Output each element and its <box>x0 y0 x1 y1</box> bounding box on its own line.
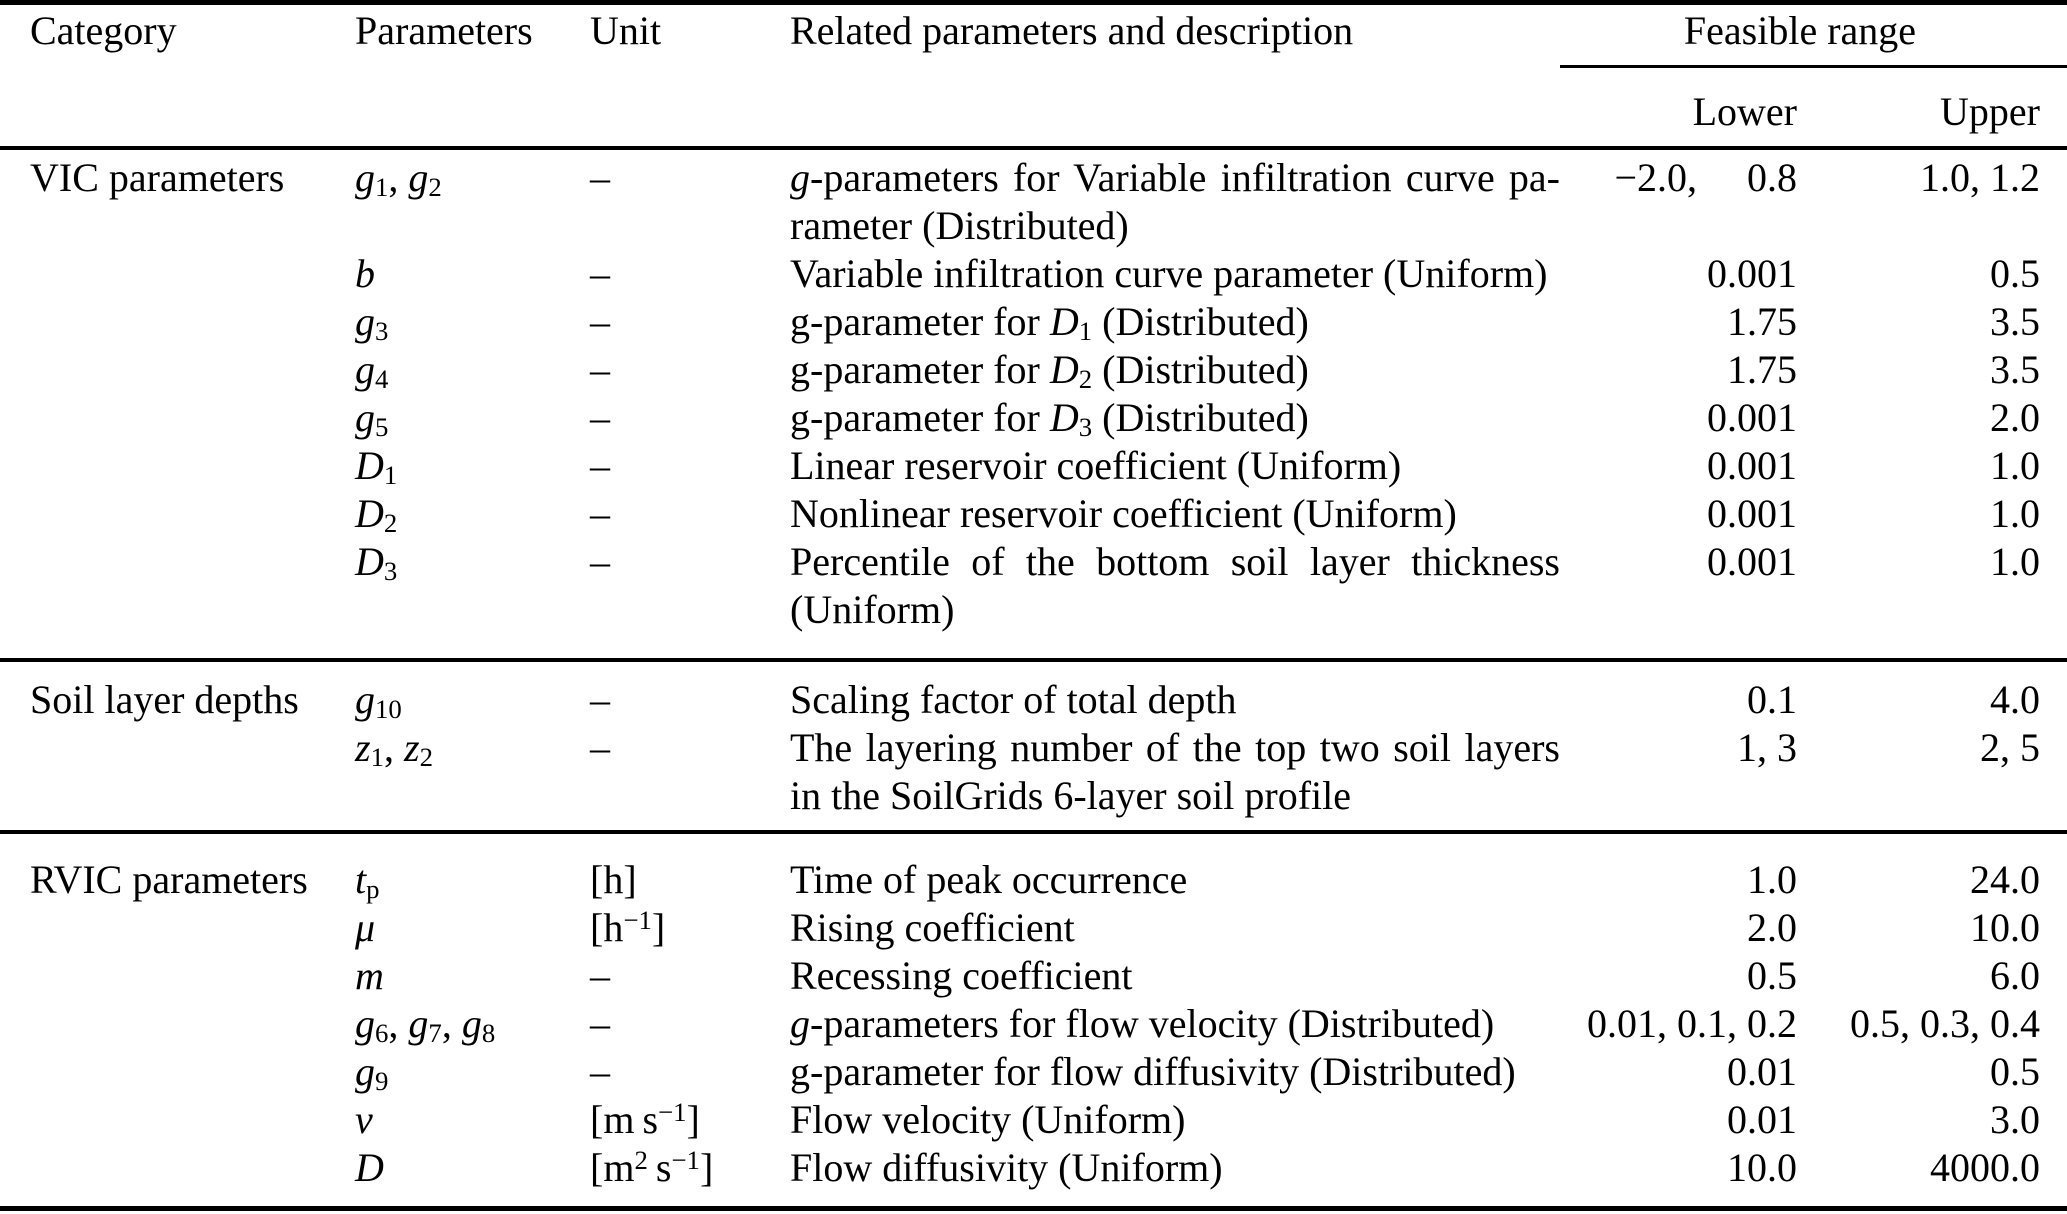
unit-cell: [m $s^{-1}$] <box>590 1097 700 1142</box>
upper-value-cell: 3.5 <box>1990 299 2040 344</box>
table-row <box>0 346 2067 394</box>
table-header <box>0 5 2067 150</box>
header-row-1 <box>0 5 2067 68</box>
header-upper: Upper <box>1940 89 2040 134</box>
table-body <box>0 150 2067 1206</box>
upper-value-cell: 4000.0 <box>1930 1145 2040 1190</box>
table-row <box>0 442 2067 490</box>
parameter-cell: $g_3$ <box>355 299 389 346</box>
parameter-cell: $g_{10}$ <box>355 677 402 724</box>
category-cell <box>0 394 355 442</box>
description-cell: Rising coefficient <box>790 905 1075 950</box>
description-cell: Percentile of the bottom soil layer thickness (Uniform) <box>790 539 1560 632</box>
parameter-cell: $t_p$ <box>355 857 380 904</box>
description-cell: Flow velocity (Uniform) <box>790 1097 1186 1142</box>
parameter-cell: $g_5$ <box>355 395 389 442</box>
header-spacer <box>590 88 790 146</box>
parameter-cell: $D_3$ <box>355 539 398 586</box>
lower-value-cell: 10.0 <box>1727 1145 1797 1190</box>
unit-cell: – <box>590 491 610 536</box>
table-section <box>0 150 2067 662</box>
lower-value-cell: 0.01, 0.1, 0.2 <box>1587 1001 1797 1046</box>
unit-cell: [$m^2$ $s^{-1}$] <box>590 1145 714 1190</box>
parameter-cell: $g_6$, $g_7$, $g_8$ <box>355 1001 496 1048</box>
category-cell <box>0 1144 355 1192</box>
header-parameters: Parameters <box>355 8 533 53</box>
header-spacer <box>0 88 355 146</box>
parameter-cell: $g_9$ <box>355 1049 389 1096</box>
unit-cell: $[h^{-1}]$ <box>590 905 666 950</box>
lower-value-cell: 1.75 <box>1727 299 1797 344</box>
description-cell: g-parameters for Variable infiltration curve parameter (Distributed) <box>790 155 1560 248</box>
category-cell <box>0 346 355 394</box>
unit-cell: – <box>590 155 610 200</box>
category-cell <box>0 538 355 634</box>
category-cell <box>0 952 355 1000</box>
table-row <box>0 1144 2067 1192</box>
parameter-cell: μ <box>355 905 376 950</box>
unit-cell: – <box>590 953 610 998</box>
table-row <box>0 856 2067 904</box>
description-cell: The layering number of the top two soil layers in the SoilGrids 6-layer soil profile <box>790 725 1560 818</box>
lower-value-cell: 1.75 <box>1727 347 1797 392</box>
description-cell: g-parameter for $D_1$ (Distributed) <box>790 299 1309 346</box>
unit-cell: – <box>590 347 610 392</box>
description-cell: g-parameter for flow diffusivity (Distributed) <box>790 1049 1516 1094</box>
description-cell: g-parameter for $D_2$ (Distributed) <box>790 347 1309 394</box>
upper-value-cell: 6.0 <box>1990 953 2040 998</box>
table-row <box>0 904 2067 952</box>
header-category: Category <box>30 8 177 53</box>
lower-value-cell: 0.001 <box>1707 251 1797 296</box>
category-cell: Soil layer depths <box>30 677 299 722</box>
upper-value-cell: 3.5 <box>1990 347 2040 392</box>
description-cell: Nonlinear reservoir coefficient (Uniform) <box>790 491 1457 536</box>
lower-value-cell: −2.0, 0.8 <box>1614 155 1797 200</box>
table-section <box>0 662 2067 834</box>
upper-value-cell: 1.0 <box>1990 539 2040 584</box>
table-row <box>0 952 2067 1000</box>
upper-value-cell: 10.0 <box>1970 905 2040 950</box>
category-cell <box>0 442 355 490</box>
header-spacer <box>355 88 590 146</box>
upper-value-cell: 24.0 <box>1970 857 2040 902</box>
table-row <box>0 1096 2067 1144</box>
table-row <box>0 724 2067 820</box>
upper-value-cell: 2, 5 <box>1980 725 2040 770</box>
description-cell: Variable infiltration curve parameter (Uniform) <box>790 251 1548 296</box>
category-cell <box>0 1096 355 1144</box>
unit-cell: – <box>590 539 610 584</box>
category-cell <box>0 724 355 820</box>
upper-value-cell: 0.5, 0.3, 0.4 <box>1850 1001 2040 1046</box>
table-row <box>0 676 2067 724</box>
parameter-cell: $D_1$ <box>355 443 398 490</box>
upper-value-cell: 1.0 <box>1990 443 2040 488</box>
unit-cell: – <box>590 395 610 440</box>
upper-value-cell: 0.5 <box>1990 251 2040 296</box>
parameter-cell: v <box>355 1097 373 1142</box>
table-row <box>0 154 2067 250</box>
table-bottom-rule <box>0 1206 2067 1211</box>
table-row <box>0 538 2067 634</box>
lower-value-cell: 2.0 <box>1747 905 1797 950</box>
unit-cell: – <box>590 677 610 722</box>
upper-value-cell: 1.0 <box>1990 491 2040 536</box>
category-cell: VIC parameters <box>30 155 285 200</box>
description-cell: g-parameters for flow velocity (Distributed) <box>790 1001 1495 1046</box>
table-row <box>0 394 2067 442</box>
unit-cell: – <box>590 443 610 488</box>
lower-value-cell: 0.001 <box>1707 395 1797 440</box>
table-row <box>0 298 2067 346</box>
table-row <box>0 490 2067 538</box>
description-cell: g-parameter for $D_3$ (Distributed) <box>790 395 1309 442</box>
parameter-cell: $z_1$, $z_2$ <box>355 725 433 772</box>
description-cell: Flow diffusivity (Uniform) <box>790 1145 1223 1190</box>
lower-value-cell: 0.01 <box>1727 1049 1797 1094</box>
category-cell: RVIC parameters <box>30 857 308 902</box>
lower-value-cell: 0.001 <box>1707 491 1797 536</box>
description-cell: Time of peak occurrence <box>790 857 1188 902</box>
upper-value-cell: 3.0 <box>1990 1097 2040 1142</box>
header-unit: Unit <box>590 8 662 53</box>
table-row <box>0 1048 2067 1096</box>
upper-value-cell: 4.0 <box>1990 677 2040 722</box>
unit-cell: – <box>590 1049 610 1094</box>
category-cell <box>0 250 355 298</box>
upper-value-cell: 1.0, 1.2 <box>1920 155 2040 200</box>
lower-value-cell: 0.01 <box>1727 1097 1797 1142</box>
table-row <box>0 1000 2067 1048</box>
description-cell: Scaling factor of total depth <box>790 677 1237 722</box>
parameter-cell: D <box>355 1145 384 1190</box>
category-cell <box>0 490 355 538</box>
table-section <box>0 834 2067 1206</box>
table-row <box>0 250 2067 298</box>
parameter-cell: m <box>355 953 384 998</box>
header-row-2 <box>0 68 2067 146</box>
category-cell <box>0 298 355 346</box>
category-cell <box>0 904 355 952</box>
lower-value-cell: 0.1 <box>1747 677 1797 722</box>
category-cell <box>0 1000 355 1048</box>
unit-cell: – <box>590 299 610 344</box>
unit-cell: – <box>590 1001 610 1046</box>
unit-cell: – <box>590 251 610 296</box>
unit-cell: – <box>590 725 610 770</box>
lower-value-cell: 1, 3 <box>1737 725 1797 770</box>
header-description: Related parameters and description <box>790 8 1354 53</box>
description-cell: Recessing coefficient <box>790 953 1133 998</box>
header-spacer <box>790 88 1560 146</box>
unit-cell: [h] <box>590 857 637 902</box>
parameter-cell: $g_4$ <box>355 347 389 394</box>
description-cell: Linear reservoir coefficient (Uniform) <box>790 443 1402 488</box>
lower-value-cell: 0.5 <box>1747 953 1797 998</box>
upper-value-cell: 0.5 <box>1990 1049 2040 1094</box>
upper-value-cell: 2.0 <box>1990 395 2040 440</box>
header-lower: Lower <box>1692 89 1797 134</box>
parameter-cell: $D_2$ <box>355 491 398 538</box>
header-feasible-range: Feasible range <box>1560 7 2067 68</box>
parameter-cell: b <box>355 251 375 296</box>
category-cell <box>0 1048 355 1096</box>
lower-value-cell: 0.001 <box>1707 443 1797 488</box>
parameter-cell: $g_1$, $g_2$ <box>355 155 442 202</box>
lower-value-cell: 0.001 <box>1707 539 1797 584</box>
lower-value-cell: 1.0 <box>1747 857 1797 902</box>
